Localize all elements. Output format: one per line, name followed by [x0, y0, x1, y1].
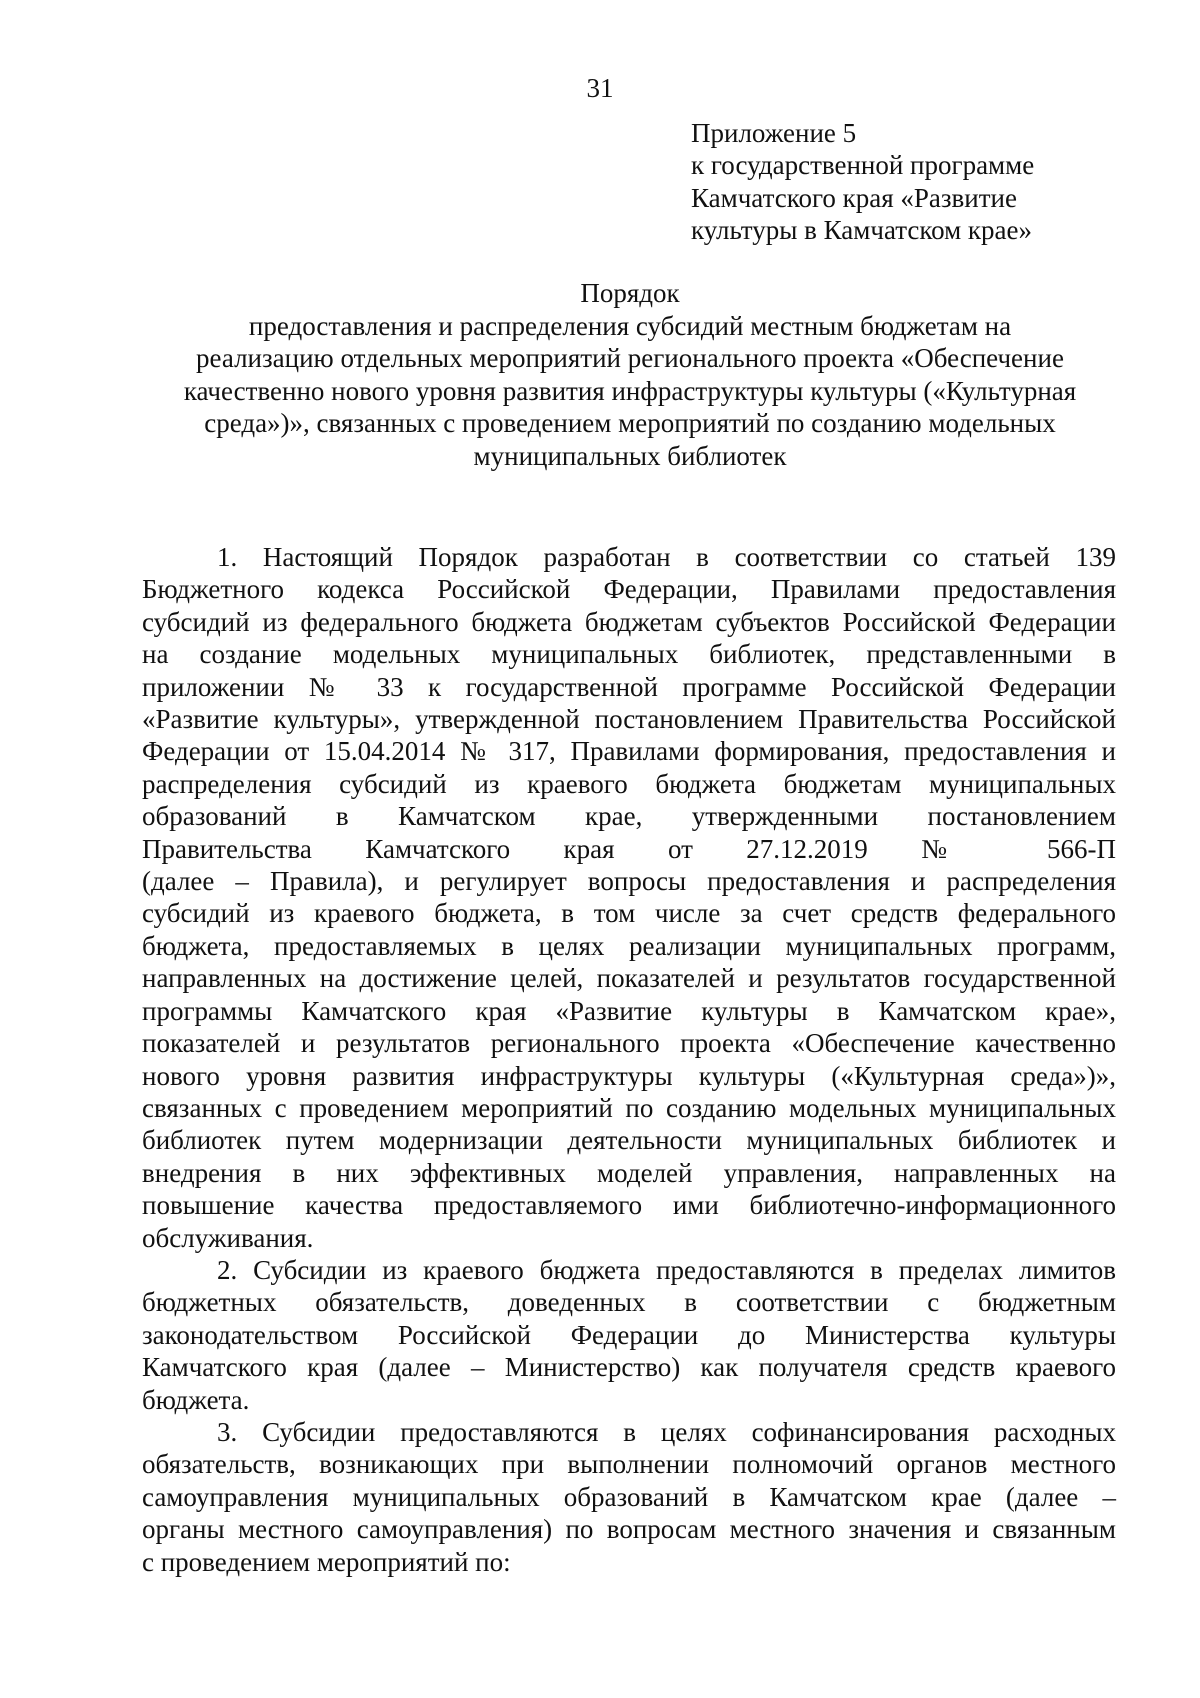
paragraph-2: [142, 1254, 1116, 1416]
text-line: приложении № 33 к государственной программе Российской Федерации: [142, 671, 1116, 702]
paragraph-3: [142, 1416, 1116, 1578]
text-line: нового уровня развития инфраструктуры культуры («Культурная среда»)»,: [142, 1060, 1116, 1091]
text-line: с проведением мероприятий по:: [142, 1546, 511, 1577]
text-line: библиотек путем модернизации деятельности муниципальных библиотек и: [142, 1125, 1116, 1156]
appendix-line: культуры в Камчатском крае»: [691, 214, 1032, 245]
appendix-header: [691, 117, 1111, 246]
text-line: самоуправления муниципальных образований в Камчатском крае (далее –: [142, 1481, 1116, 1512]
text-line: (далее – Правила), и регулирует вопросы предоставления и распределения: [142, 866, 1116, 897]
text-line: бюджета.: [142, 1384, 250, 1415]
text-line: бюджета, предоставляемых в целях реализации муниципальных программ,: [142, 930, 1116, 961]
text-line: направленных на достижение целей, показателей и результатов государственной: [142, 963, 1116, 994]
text-line: внедрения в них эффективных моделей управления, направленных на: [142, 1157, 1116, 1188]
paragraph-1: [142, 541, 1116, 1254]
page-number: 31: [586, 73, 614, 103]
appendix-line: Камчатского края «Развитие: [691, 182, 1017, 213]
text-line: повышение качества предоставляемого ими библиотечно-информационного: [142, 1190, 1116, 1221]
appendix-line: Приложение 5: [691, 118, 857, 148]
text-line: программы Камчатского края «Развитие культуры в Камчатском крае»,: [142, 995, 1116, 1026]
text-line: образований в Камчатском крае, утвержденными постановлением: [142, 801, 1116, 832]
text-line: обслуживания.: [142, 1222, 314, 1253]
text-line: обязательств, возникающих при выполнении полномочий органов местного: [142, 1449, 1116, 1480]
title-line: муниципальных библиотек: [473, 440, 787, 471]
document-body: [142, 541, 1116, 1578]
text-line: на создание модельных муниципальных библиотек, представленными в: [142, 639, 1116, 670]
text-line: 3. Субсидии предоставляются в целях софинансирования расходных: [217, 1416, 1116, 1447]
text-line: показателей и результатов регионального проекта «Обеспечение качественно: [142, 1028, 1116, 1059]
text-line: Правительства Камчатского края от 27.12.2019 № 566-П: [142, 833, 1116, 864]
text-line: 2. Субсидии из краевого бюджета предоставляются в пределах лимитов: [217, 1254, 1116, 1285]
text-line: «Развитие культуры», утвержденной постановлением Правительства Российской: [142, 704, 1116, 735]
title-heading: Порядок: [580, 278, 680, 308]
text-line: 1. Настоящий Порядок разработан в соответствии со статьей 139: [217, 542, 1116, 572]
document-title: [140, 277, 1120, 472]
text-line: Бюджетного кодекса Российской Федерации, Правилами предоставления: [142, 574, 1116, 605]
text-line: связанных с проведением мероприятий по созданию модельных муниципальных: [142, 1092, 1116, 1123]
text-line: органы местного самоуправления) по вопросам местного значения и связанным: [142, 1514, 1116, 1545]
text-line: Камчатского края (далее – Министерство) как получателя средств краевого: [142, 1352, 1116, 1383]
title-line: качественно нового уровня развития инфраструктуры культуры («Культурная: [183, 375, 1077, 406]
appendix-line: к государственной программе: [691, 150, 1035, 181]
text-line: Федерации от 15.04.2014 № 317, Правилами формирования, предоставления и: [142, 736, 1116, 767]
title-line: предоставления и распределения субсидий местным бюджетам на: [248, 310, 1012, 341]
text-line: законодательством Российской Федерации до Министерства культуры: [142, 1319, 1116, 1350]
title-line: среда»)», связанных с проведением мероприятий по созданию модельных: [204, 408, 1056, 438]
text-line: распределения субсидий из краевого бюджета бюджетам муниципальных: [142, 768, 1116, 799]
text-line: субсидий из краевого бюджета, в том числе за счет средств федерального: [142, 898, 1116, 929]
text-line: субсидий из федерального бюджета бюджетам субъектов Российской Федерации: [142, 606, 1116, 637]
text-line: бюджетных обязательств, доведенных в соответствии с бюджетным: [142, 1287, 1116, 1318]
title-line: реализацию отдельных мероприятий регионального проекта «Обеспечение: [196, 343, 1064, 373]
